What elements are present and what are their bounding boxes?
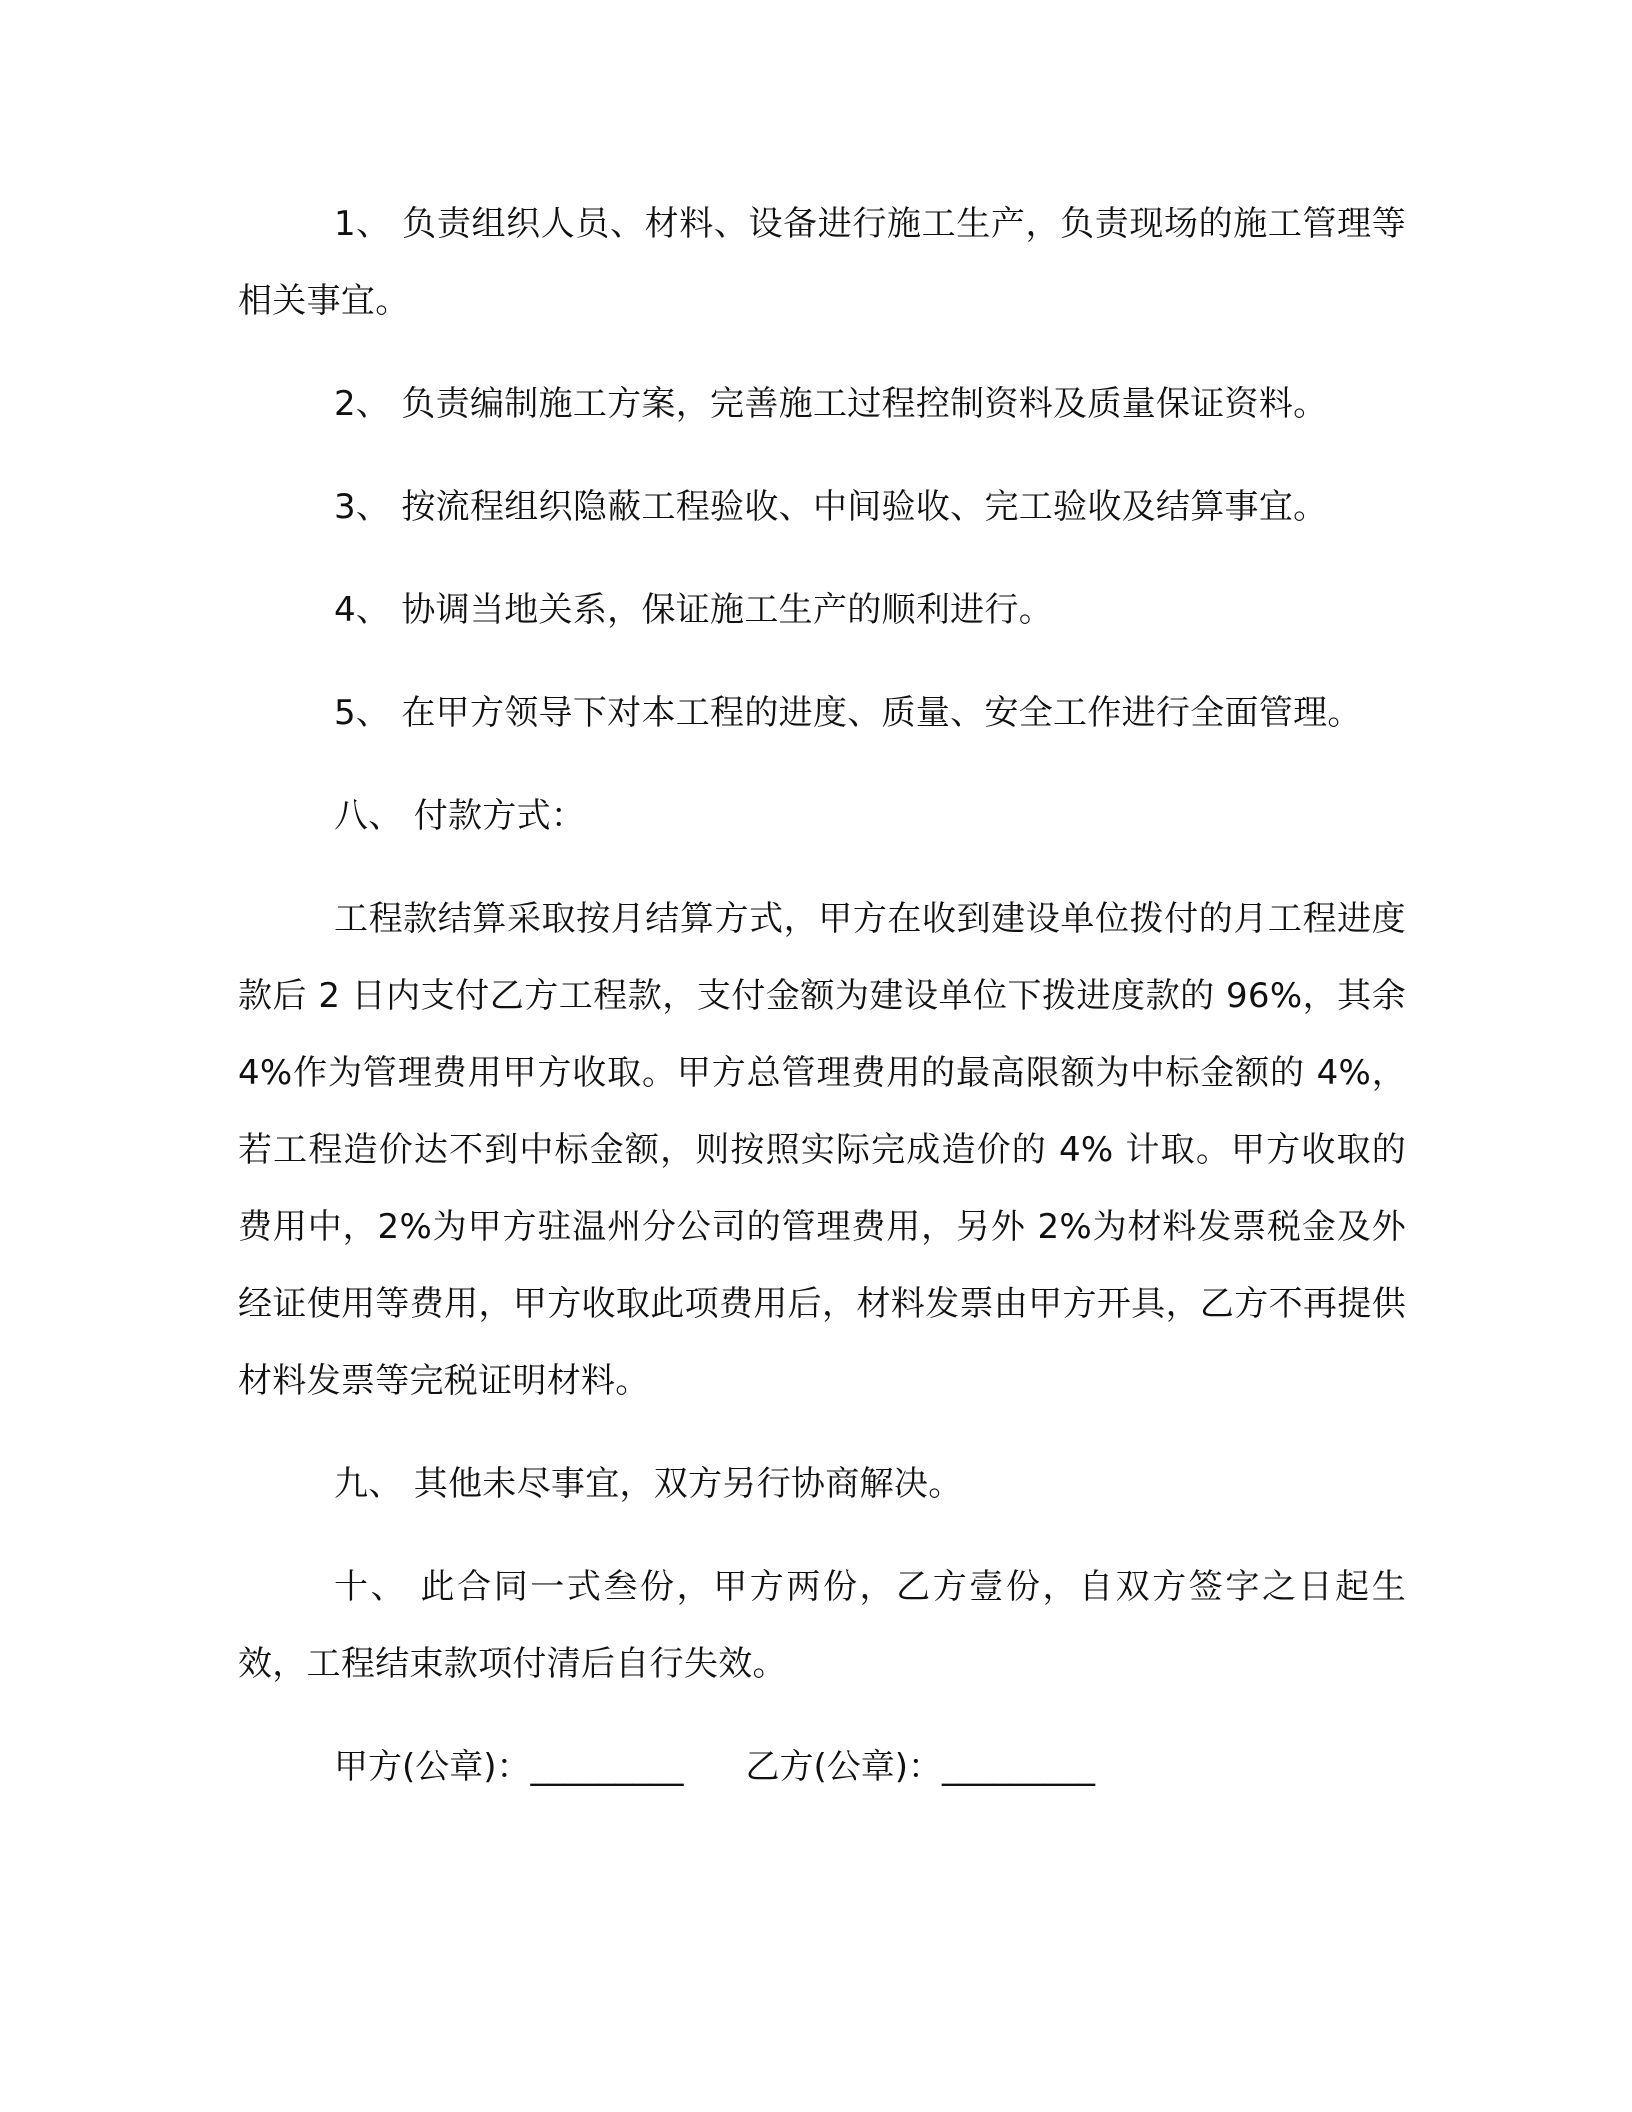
document-body [238,186,1406,1806]
clause-4: 4、 协调当地关系，保证施工生产的顺利进行。 [334,590,1054,630]
party-a-signature: 甲方(公章)：_________ [334,1747,684,1787]
party-b-signature: 乙方(公章)：_________ [745,1747,1096,1787]
clause-1: 1、 负责组织人员、材料、设备进行施工生产，负责现场的施工管理等相关事宜。 [238,204,1406,321]
section-10: 十、 此合同一式叁份，甲方两份，乙方壹份，自双方签字之日起生效，工程结束款项付清后自行失效。 [238,1567,1406,1684]
clause-3: 3、 按流程组织隐蔽工程验收、中间验收、完工验收及结算事宜。 [334,487,1328,527]
payment-terms: 工程款结算采取按月结算方式，甲方在收到建设单位拨付的月工程进度款后 2 日内支付乙方工程款，支付金额为建设单位下拨进度款的 96%，其余 4%作为管理费用甲方收取。甲方总管理费用的最高限额为中标金额的 4%，若工程造价达不到中标金额，则按照实际完成造价的 4% 计取。甲方收取的费用中，2%为甲方驻温州分公司的管理费用，另外 2%为材料发票税金及外经证使用等费用，甲方收取此项费用后，材料发票由甲方开具，乙方不再提供材料发票等完税证明材料。 [238,899,1406,1401]
signature-row [238,1729,1406,1806]
section-9: 九、 其他未尽事宜，双方另行协商解决。 [334,1464,963,1504]
clause-5: 5、 在甲方领导下对本工程的进度、质量、安全工作进行全面管理。 [334,693,1362,733]
clause-2: 2、 负责编制施工方案，完善施工过程控制资料及质量保证资料。 [334,384,1328,424]
section-8-heading: 八、 付款方式： [334,796,586,836]
